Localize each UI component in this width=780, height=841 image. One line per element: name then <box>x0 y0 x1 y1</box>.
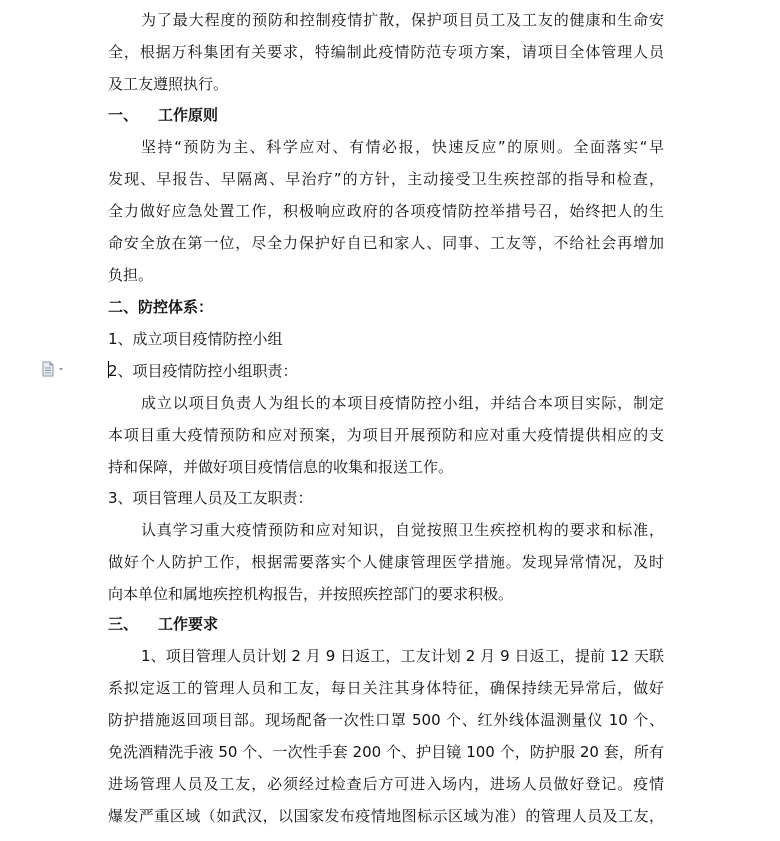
paragraph-requirements-line-2: 系拟定返工的管理人员和工友，每日关注其身体特征，确保持续无异常后，做好 <box>108 679 664 697</box>
paragraph-intro-line-2: 全，根据万科集团有关要求，特编制此疫情防范专项方案，请项目全体管理人员 <box>108 43 664 61</box>
paragraph-requirements-line-6: 爆发严重区域（如武汉，以国家发布疫情地图标示区域为准）的管理人员及工友， <box>108 807 664 825</box>
paragraph-team-duty-line-2: 本项目重大疫情预防和应对预案，为项目开展预防和应对重大疫情提供相应的支 <box>108 426 664 444</box>
section-title: 工作要求 <box>158 615 219 633</box>
section-number: 一、 <box>108 106 139 124</box>
paragraph-principles-line-4: 命安全放在第一位，尽全力保护好自已和家人、同事、工友等，不给社会再增加 <box>108 234 664 252</box>
section-heading-work-requirements <box>108 613 664 635</box>
list-item-1: 1、成立项目疫情防控小组 <box>108 330 283 348</box>
paragraph-principles-line-1: 坚持“预防为主、科学应对、有情必报，快速反应”的原则。全面落实“早 <box>141 138 664 156</box>
section-heading-work-principles <box>108 104 664 126</box>
section-heading-prevention-system: 二、防控体系： <box>108 298 214 316</box>
paragraph-principles-line-2: 发现、早报告、早隔离、早治疗”的方针，主动接受卫生疾控部的指导和检查， <box>108 170 664 188</box>
chevron-down-icon <box>59 368 63 371</box>
paragraph-requirements-line-1: 1、项目管理人员计划 2 月 9 日返工，工友计划 2 月 9 日返工，提前 12 天联 <box>141 647 664 665</box>
paragraph-requirements-line-5: 进场管理人员及工友，必须经过检查后方可进入场内，进场人员做好登记。疫情 <box>108 775 664 793</box>
paragraph-intro-line-3: 及工友遵照执行。 <box>108 75 229 93</box>
paragraph-staff-duty-line-2: 做好个人防护工作，根据需要落实个人健康管理医学措施。发现异常情况，及时 <box>108 553 664 571</box>
paragraph-intro-line-1: 为了最大程度的预防和控制疫情扩散，保护项目员工及工友的健康和生命安 <box>141 11 664 29</box>
paragraph-team-duty-line-3: 持和保障，并做好项目疫情信息的收集和报送工作。 <box>108 458 454 476</box>
list-item-3: 3、项目管理人员及工友职责： <box>108 489 313 507</box>
section-number: 三、 <box>108 615 139 633</box>
paragraph-principles-line-3: 全力做好应急处置工作，积极响应政府的各项疫情防控举措号召，始终把人的生 <box>108 202 664 220</box>
list-item-2: 2、项目疫情防控小组职责： <box>108 362 298 380</box>
paragraph-staff-duty-line-3: 向本单位和属地疾控机构报告，并按照疾控部门的要求积极。 <box>108 585 514 603</box>
paragraph-principles-line-5: 负担。 <box>108 266 154 284</box>
section-title: 工作原则 <box>158 106 219 124</box>
paragraph-requirements-line-3: 防护措施返回项目部。现场配备一次性口罩 500 个、红外线体温测量仪 10 个、 <box>108 711 664 729</box>
paragraph-requirements-line-4: 免洗酒精洗手液 50 个、一次性手套 200 个、护目镜 100 个，防护服 20 套，所有 <box>108 743 664 761</box>
paragraph-staff-duty-line-1: 认真学习重大疫情预防和应对知识，自觉按照卫生疾控机构的要求和标准， <box>141 521 664 539</box>
paragraph-team-duty-line-1: 成立以项目负责人为组长的本项目疫情防控小组，并结合本项目实际，制定 <box>141 394 664 412</box>
document-icon[interactable] <box>41 361 69 377</box>
